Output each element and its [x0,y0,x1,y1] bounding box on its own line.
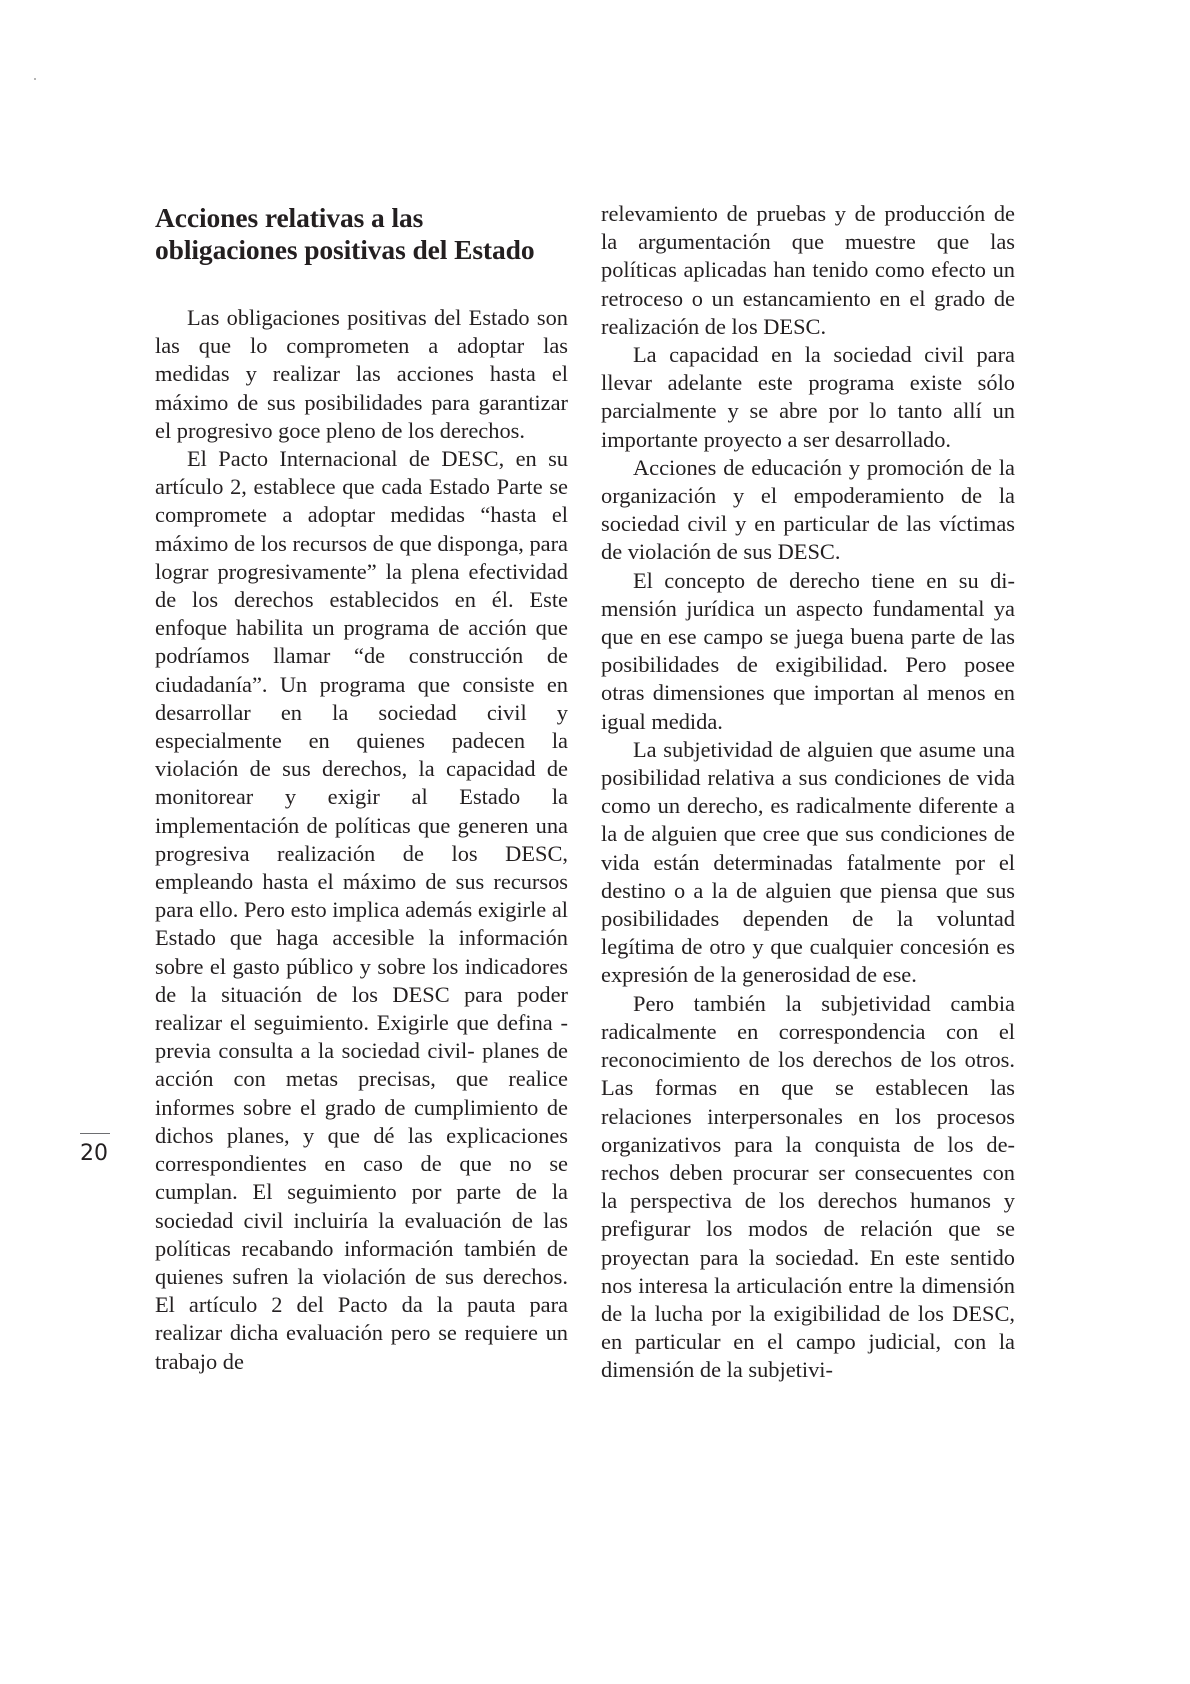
page-number: 20 [80,1141,108,1166]
right-column [601,200,1015,1385]
body-paragraph: Pero también la subjetividad cambia radicalmente en correspondencia con el reconocimiento de los derechos de los otros. Las formas en que se establecen las relaciones interpersonales en los procesos organizativos para la conquista de los derechos deben procurar ser consecuentes con la perspectiva de los derechos humanos y prefigurar los modos de relación que se proyectan para la sociedad. En este sentido nos interesa la articulación entre la dimensión de la lucha por la exigibilidad de los DESC, en particular en el campo judicial, con la dimensión de la subjetivi- [601,990,1015,1383]
body-paragraph: Las obligaciones positivas del Estado son las que lo comprometen a adoptar las medidas y realizar las acciones hasta el máximo de sus posibilidades para garantizar el progresivo goce pleno de los derechos. [155,305,568,443]
body-paragraph-continuation: relevamiento de pruebas y de producción de la argumentación que muestre que las políticas aplicadas han tenido como efecto un retroceso o un estancamiento en el grado de realización de los DESC. [601,201,1015,339]
section-heading: Acciones relativas a las obligaciones positivas del Estado [155,202,535,265]
page-number-rule [80,1133,110,1134]
body-paragraph: La capacidad en la sociedad civil para llevar adelante este programa existe sólo parcialmente y se abre por lo tanto allí un importante proyecto a ser desarrollado. [601,342,1015,452]
crop-mark [34,78,36,80]
body-paragraph: El concepto de derecho tiene en su dimensión jurídica un aspecto fundamental ya que en ese campo se juega buena parte de las posibilidades de exigibilidad. Pero posee otras dimensiones que importan al menos en igual medida. [601,567,1015,734]
left-column [155,202,568,1376]
body-paragraph: La subjetividad de alguien que asume una posibilidad relativa a sus condiciones de vida como un derecho, es radicalmente diferente a la de alguien que cree que sus condiciones de vida están determinadas fatalmente por el destino o a la de alguien que piensa que sus posibilidades dependen de la voluntad legítima de otro y que cualquier concesión es expresión de la generosidad de ese. [601,736,1015,988]
body-paragraph: El Pacto Internacional de DESC, en su artículo 2, establece que cada Estado Parte se compromete a adoptar medidas “hasta el máximo de los recursos de que disponga, para lograr progresivamente” la plena efectividad de los derechos establecidos en él. Este enfoque habilita un programa de acción que podríamos llamar “de construcción de ciudadanía”. Un programa que consiste en desarrollar en la sociedad civil y especialmente en quienes padecen la violación de sus derechos, la capacidad de monitorear y exigir al Estado la implementación de políticas que generen una progresiva realización de los DESC, empleando hasta el máximo de sus recursos para ello. Pero esto implica además exigirle al Estado que haga accesible la información sobre el gasto público y sobre los indicadores de la situación de los DESC para poder realizar el seguimiento. Exigirle que defina -previa consulta a la sociedad civil- planes de acción con metas precisas, que realice informes sobre el grado de cumplimiento de dichos planes, y que dé las explicaciones correspondientes en caso de que no se cumplan. El seguimiento por parte de la sociedad civil incluiría la evaluación de las políticas recabando información también de quienes sufren la violación de sus derechos. El artículo 2 del Pacto da la pauta para realizar dicha evaluación pero se requiere un trabajo de [155,446,568,1374]
body-paragraph: Acciones de educación y promoción de la organización y el empoderamiento de la sociedad civil y en particular de las víctimas de violación de sus DESC. [601,454,1015,565]
